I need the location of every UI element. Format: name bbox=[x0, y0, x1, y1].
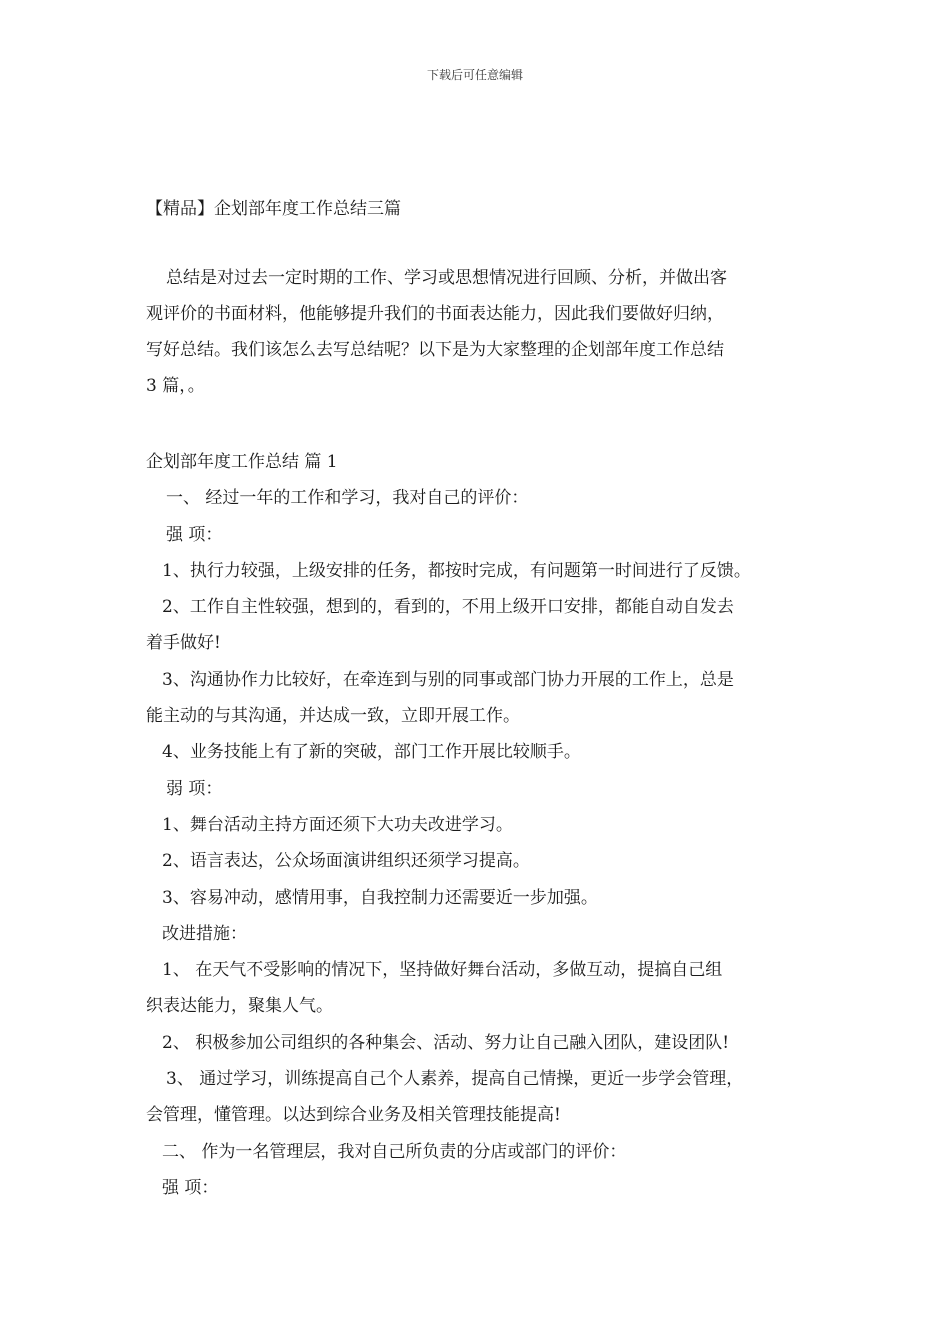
intro-paragraph bbox=[146, 260, 826, 404]
intro-line: 观评价的书面材料，他能够提升我们的书面表达能力，因此我们要做好归纳， bbox=[146, 304, 724, 324]
list-item: 4、业务技能上有了新的突破，部门工作开展比较顺手。 bbox=[162, 742, 581, 763]
intro-line: 3 篇，。 bbox=[146, 376, 205, 396]
section-heading: 企划部年度工作总结 篇 1 bbox=[146, 452, 338, 472]
strengths-label: 强 项： bbox=[166, 524, 223, 545]
list-item: 2、工作自主性较强，想到的，看到的，不用上级开口安排，都能自动自发去 bbox=[162, 597, 734, 618]
list-item: 1、舞台活动主持方面还须下大功夫改进学习。 bbox=[162, 814, 513, 835]
section-subheading: 二、 作为一名管理层，我对自己所负责的分店或部门的评价： bbox=[162, 1141, 627, 1162]
section-subheading: 一、 经过一年的工作和学习，我对自己的评价： bbox=[166, 488, 529, 509]
intro-line: 总结是对过去一定时期的工作、学习或思想情况进行回顾、分析，并做出客 bbox=[166, 268, 727, 288]
weaknesses-label: 弱 项： bbox=[166, 778, 223, 799]
list-item: 3、容易冲动，感情用事，自我控制力还需要近一步加强。 bbox=[162, 887, 598, 908]
list-item-continuation: 着手做好! bbox=[146, 633, 221, 654]
list-item: 3、沟通协作力比较好，在牵连到与别的同事或部门协力开展的工作上，总是 bbox=[162, 669, 734, 690]
strengths-label: 强 项： bbox=[162, 1177, 219, 1198]
improvements-label: 改进措施： bbox=[162, 923, 247, 944]
list-item: 3、 通过学习，训练提高自己个人素养，提高自己情操，更近一步学会管理， bbox=[166, 1069, 744, 1090]
summary-body bbox=[146, 444, 826, 1206]
header-note: 下载后可任意编辑 bbox=[426, 68, 523, 82]
list-item: 1、执行力较强，上级安排的任务，都按时完成，有问题第一时间进行了反馈。 bbox=[162, 560, 751, 581]
list-item-continuation: 能主动的与其沟通，并达成一致，立即开展工作。 bbox=[146, 706, 520, 727]
list-item: 2、语言表达，公众场面演讲组织还须学习提高。 bbox=[162, 851, 530, 872]
list-item: 2、 积极参加公司组织的各种集会、活动、努力让自己融入团队，建设团队! bbox=[162, 1032, 730, 1053]
document-title: 【精品】企划部年度工作总结三篇 bbox=[146, 199, 401, 219]
list-item-continuation: 会管理，懂管理。以达到综合业务及相关管理技能提高! bbox=[146, 1105, 561, 1126]
list-item: 1、 在天气不受影响的情况下，坚持做好舞台活动，多做互动，提搞自己组 bbox=[162, 960, 723, 981]
intro-line: 写好总结。我们该怎么去写总结呢？以下是为大家整理的企划部年度工作总结 bbox=[146, 340, 724, 360]
list-item-continuation: 织表达能力，聚集人气。 bbox=[146, 996, 333, 1017]
